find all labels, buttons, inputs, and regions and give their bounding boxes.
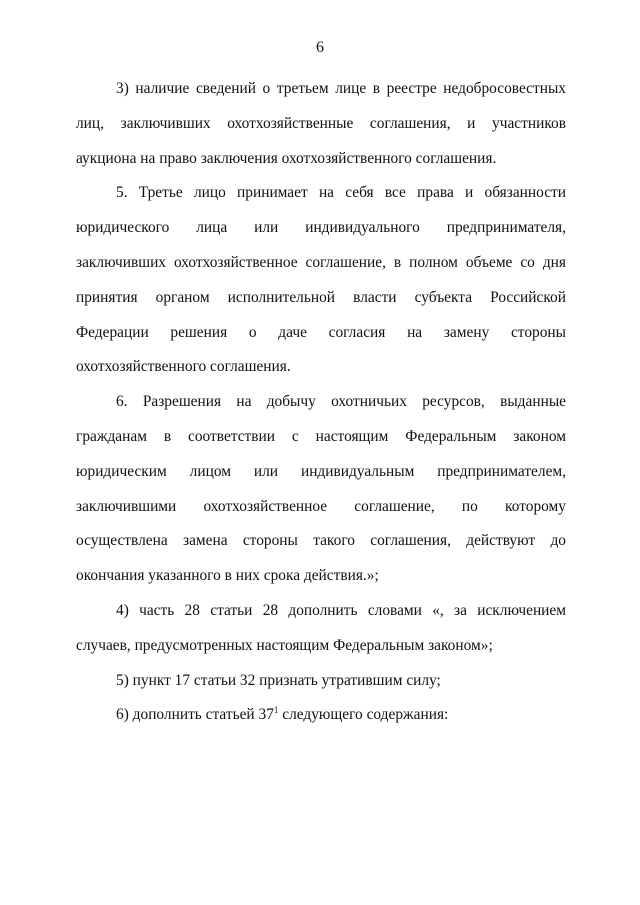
paragraph-item-3: 3) наличие сведений о третьем лице в реестре недобросовестных лиц, заключивших охотхозяйственные соглашения, и участников аукциона на право заключения охотхозяйственного соглашения. <box>76 80 566 167</box>
page-number: 6 <box>316 39 324 56</box>
article-superscript: 1 <box>273 705 279 716</box>
paragraph-item-5: 5) пункт 17 статьи 32 признать утратившим силу; <box>116 671 441 689</box>
paragraph-section-5: 5. Третье лицо принимает на себя все права и обязанности юридического лица или индивидуального предпринимателя, заключивших охотхозяйственное соглашение, в полном объеме со дня принятия органом исполнительной власти субъекта Российской Федерации решения о даче согласия на замену стороны охотхозяйственного соглашения. <box>76 184 566 376</box>
paragraph-section-6: 6. Разрешения на добычу охотничьих ресурсов, выданные гражданам в соответствии с настоящим Федеральным законом юридическим лицом или индивидуальным предпринимателем, заключившими охотхозяйственное соглашение, по которому осуществлена замена стороны такого соглашения, действуют до окончания указанного в них срока действия.»; <box>76 393 566 585</box>
paragraph-item-4: 4) часть 28 статьи 28 дополнить словами «, за исключением случаев, предусмотренных настоящим Федеральным законом»; <box>76 601 566 654</box>
paragraph-item-6-text-after: следующего содержания: <box>278 706 449 724</box>
paragraph-item-6 <box>76 698 566 733</box>
paragraph-item-6-text-before: 6) дополнить статьей 37 <box>116 706 274 724</box>
document-body <box>76 72 566 733</box>
